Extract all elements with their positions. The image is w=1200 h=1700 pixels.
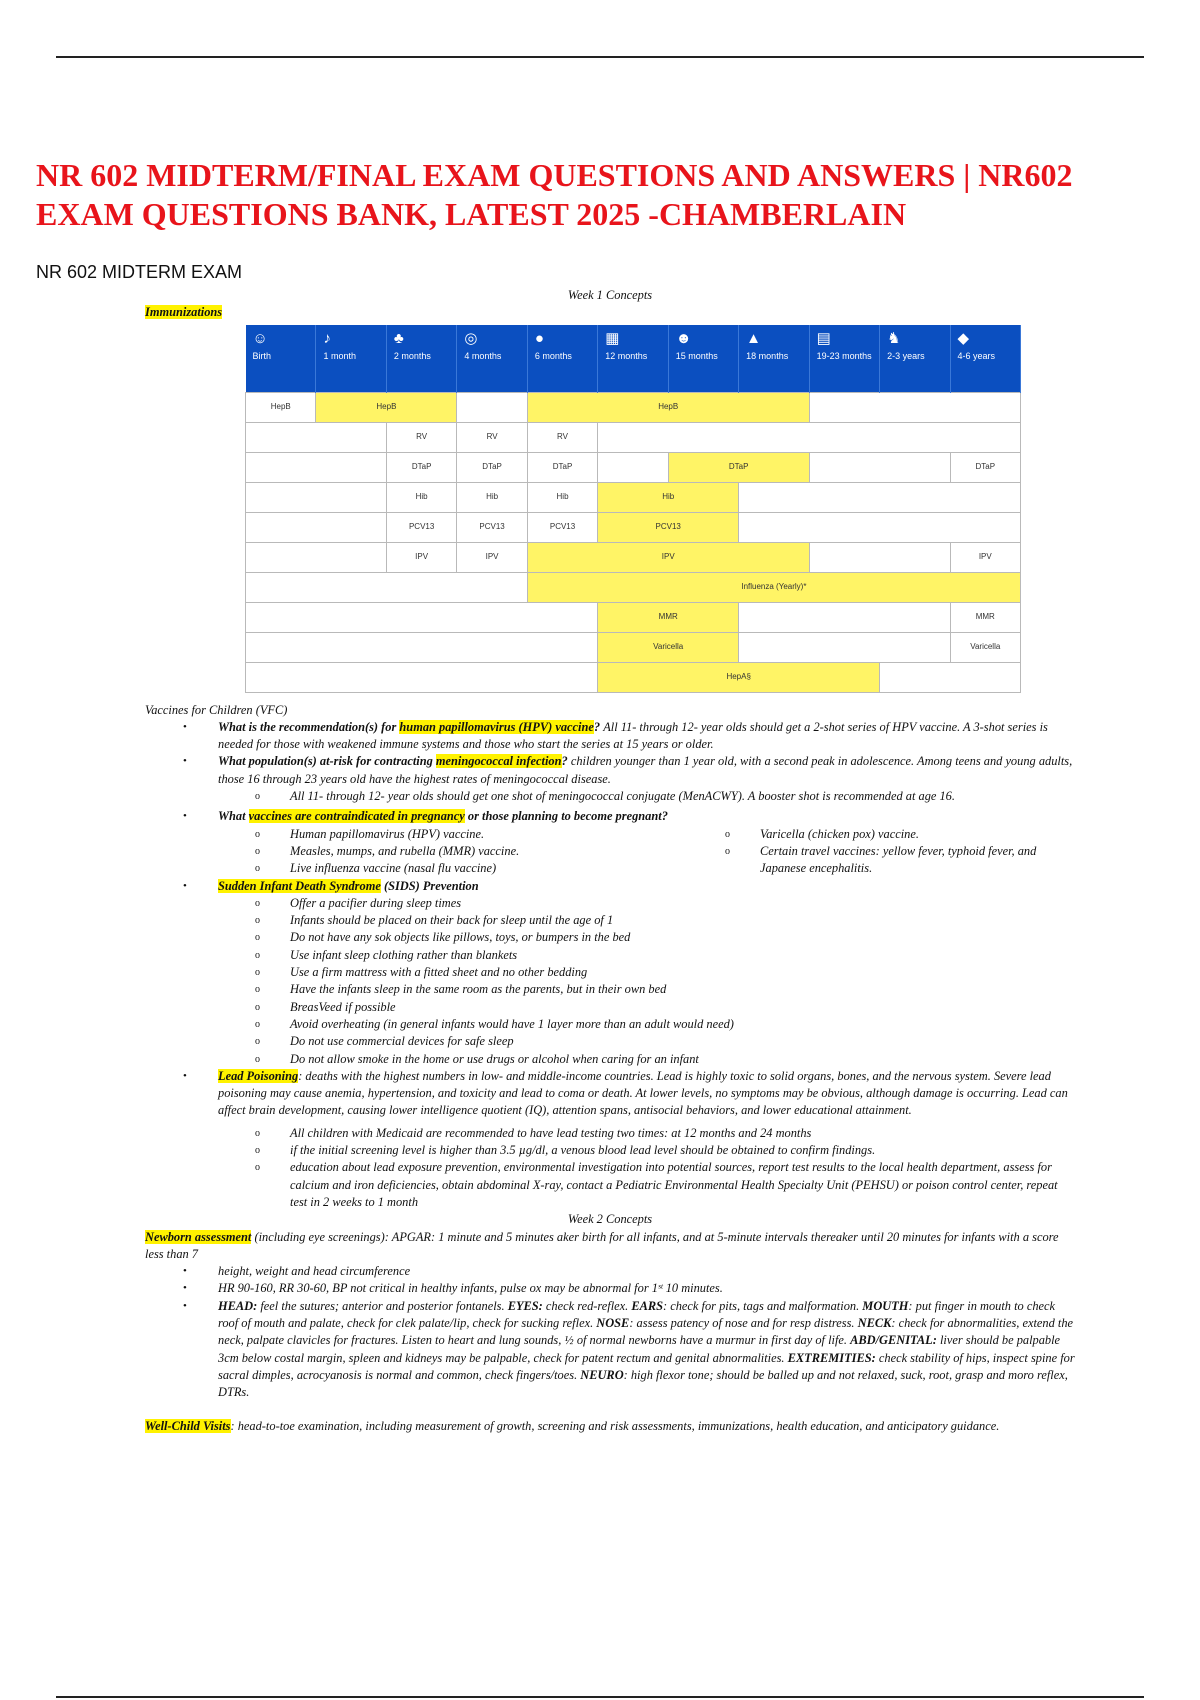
schedule-vaccine-cell: HepB: [316, 392, 457, 422]
preg-left-item: o Human papillomavirus (HPV) vaccine.: [145, 826, 725, 843]
exam-value: : check for pits, tags and malformation.: [663, 1298, 863, 1313]
schedule-header-5: [527, 325, 597, 393]
pregnancy-item: [145, 808, 1075, 877]
well-child-highlight: Well-Child Visits: [145, 1419, 231, 1434]
preg-left-item: o Measles, mumps, and rubella (MMR) vaccine.: [145, 843, 725, 860]
schedule-empty-cell: [739, 602, 950, 632]
schedule-vaccine-cell: HepB: [246, 392, 316, 422]
schedule-empty-cell: [809, 542, 950, 572]
face-icon: ☻: [675, 329, 692, 347]
baby-icon: ☺: [252, 329, 268, 347]
schedule-empty-cell: [739, 482, 1021, 512]
schedule-vaccine-cell: IPV: [457, 542, 527, 572]
schedule-vaccine-cell: HepB: [527, 392, 809, 422]
schedule-empty-cell: [246, 632, 598, 662]
exam-value: : high flexor tone; should be balled up and not relaxed, suck, root, grasp and moro reflex, DTRs.: [218, 1367, 1068, 1400]
schedule-row: [246, 512, 1021, 542]
schedule-vaccine-cell: PCV13: [527, 512, 597, 542]
schedule-age-label: 18 months: [746, 350, 789, 361]
schedule-age-label: 4-6 years: [957, 350, 996, 361]
lead-list-item: o education about lead exposure prevention, environmental investigation into potential sources, report test results to the local health department, assess for calcium and iron deficiencies, obtain abdominal X-ray, contact a Pediatric Environmental Health Specialty Unit (PEHSU) or poison control center, repeat test in 2 weeks to 1 month: [145, 1159, 1075, 1211]
preg-right-list: [725, 826, 1045, 878]
schedule-header-6: [598, 325, 668, 393]
sids-list-item: o BreasVeed if possible: [145, 999, 1075, 1016]
lead-list-item: o All children with Medicaid are recommended to have lead testing two times: at 12 months and 24 months: [145, 1125, 1075, 1142]
schedule-age-label: 1 month: [323, 350, 356, 361]
sids-list-item: o Use infant sleep clothing rather than blankets: [145, 947, 1075, 964]
exam-value: : put finger in mouth to check roof of mouth and palate, check for clek palate/lip, check for sucking reflex.: [218, 1298, 1056, 1330]
exam-key: EARS: [631, 1298, 664, 1313]
mening-answer: children younger than 1 year old, with a second peak in adolescence. Among teens and young adults, those 16 through 23 years old have the highest rates of meningococcal disease.: [218, 754, 1073, 786]
exam-value: liver should be palpable 3cm below costal margin, spleen and kidneys may be palpable, check for patent rectum and genital abnormalities.: [218, 1333, 1061, 1365]
week1-heading: Week 1 Concepts: [567, 288, 653, 302]
exam-key: NECK: [857, 1315, 892, 1330]
schedule-empty-cell: [246, 662, 598, 692]
schedule-vaccine-cell: DTaP: [386, 452, 456, 482]
preg-highlight: vaccines are contraindicated in pregnancy: [248, 809, 465, 824]
hpv-question-a: What is the recommendation(s) for: [218, 719, 400, 734]
exam-value: check red-reflex.: [542, 1298, 632, 1313]
lead-item: [145, 1068, 1075, 1211]
schedule-vaccine-cell: PCV13: [457, 512, 527, 542]
exam-key: MOUTH: [862, 1298, 909, 1313]
schedule-row: [246, 392, 1021, 422]
newborn-paragraph: [145, 1229, 1075, 1264]
schedule-age-label: 2 months: [393, 350, 431, 361]
schedule-vaccine-cell: DTaP: [668, 452, 809, 482]
duck-icon: ♣: [393, 329, 404, 347]
schedule-vaccine-cell: MMR: [950, 602, 1020, 632]
kite-icon: ◆: [957, 329, 970, 347]
schedule-vaccine-cell: IPV: [527, 542, 809, 572]
exam-key: EYES:: [507, 1298, 543, 1313]
preg-left-list: [218, 826, 725, 878]
lead-text: : deaths with the highest numbers in low- and middle-income countries. Lead is highly toxic to solid organs, bones, and the nervous system. Severe lead poisoning may cause anemia, hypertension, and toxicity and lead to coma or death. At lower levels, no symptoms may be obvious, although damage is occurring. Lead can affect brain development, causing lower intelligence quotient (IQ), attention spans, antisocial behaviors, and lower educational attainment.: [218, 1068, 1068, 1118]
preg-question-a: What: [218, 809, 249, 824]
vfc-list: [145, 719, 1075, 1211]
vfc-heading: Vaccines for Children (VFC): [145, 702, 288, 717]
exam-key: HEAD:: [218, 1298, 258, 1313]
schedule-empty-cell: [246, 482, 387, 512]
exam-value: check stability of hips, inspect spine for sacral dimples, acrocyanosis is normal and common, check fingers/toes.: [218, 1350, 1075, 1382]
schedule-vaccine-cell: Influenza (Yearly)*: [527, 572, 1020, 602]
schedule-empty-cell: [880, 662, 1021, 692]
exam-key: ABD/GENITAL:: [850, 1333, 937, 1348]
schedule-empty-cell: [246, 512, 387, 542]
schedule-row: [246, 452, 1021, 482]
hpv-question-b: ?: [593, 719, 604, 734]
bottom-rule: [56, 1696, 1144, 1698]
document-body: [145, 287, 1075, 1436]
schedule-age-label: 2-3 years: [887, 350, 925, 361]
schedule-body: [246, 392, 1021, 692]
blocks-icon: ▦: [605, 329, 620, 347]
preg-right-item: o Varicella (chicken pox) vaccine.: [725, 826, 1045, 843]
schedule-empty-cell: [739, 632, 950, 662]
schedule-header-10: [880, 325, 950, 393]
schedule-age-label: 6 months: [534, 350, 572, 361]
schedule-vaccine-cell: PCV13: [386, 512, 456, 542]
schedule-row: [246, 602, 1021, 632]
sids-heading-rest: (SIDS) Prevention: [380, 878, 479, 893]
schedule-empty-cell: [598, 422, 1021, 452]
schedule-empty-cell: [598, 452, 668, 482]
exam-key: EXTREMITIES:: [787, 1350, 876, 1365]
schedule-vaccine-cell: PCV13: [598, 512, 739, 542]
schedule-age-label: 19-23 months: [816, 350, 872, 361]
immunization-schedule-table: [245, 325, 1021, 693]
bike-icon: ♞: [887, 329, 901, 347]
top-rule: [56, 56, 1144, 58]
lead-list: [218, 1125, 1075, 1211]
schedule-vaccine-cell: IPV: [386, 542, 456, 572]
sids-list-item: o Do not have any sok objects like pillows, toys, or bumpers in the bed: [145, 929, 1075, 946]
schedule-age-label: 4 months: [464, 350, 502, 361]
schedule-vaccine-cell: DTaP: [457, 452, 527, 482]
schedule-empty-cell: [457, 392, 527, 422]
immunizations-label: Immunizations: [145, 305, 223, 320]
schedule-row: [246, 482, 1021, 512]
meningococcal-item: [145, 753, 1075, 805]
schedule-empty-cell: [809, 392, 1020, 422]
mening-highlight: meningococcal infection: [435, 754, 562, 769]
sids-list-item: o Use a firm mattress with a fitted sheet and no other bedding: [145, 964, 1075, 981]
ball-icon: ●: [534, 329, 544, 347]
schedule-vaccine-cell: HepA§: [598, 662, 880, 692]
toy-icon: ◎: [464, 329, 478, 347]
sids-list-item: o Infants should be placed on their back for sleep until the age of 1: [145, 912, 1075, 929]
sids-list-item: o Have the infants sleep in the same room as the parents, but in their own bed: [145, 981, 1075, 998]
schedule-header-7: [668, 325, 738, 393]
week2-heading: Week 2 Concepts: [567, 1212, 653, 1227]
schedule-row: [246, 632, 1021, 662]
schedule-empty-cell: [246, 452, 387, 482]
schedule-vaccine-cell: Hib: [598, 482, 739, 512]
schedule-row: [246, 572, 1021, 602]
newborn-measurements: • height, weight and head circumference: [145, 1263, 1075, 1280]
schedule-header-8: [739, 325, 809, 393]
schedule-row: [246, 662, 1021, 692]
preg-question-b: or those planning to become pregnant?: [464, 809, 668, 824]
sids-list: [218, 895, 1075, 1068]
mening-question-a: What population(s) at-risk for contracting: [218, 754, 436, 769]
schedule-age-label: 12 months: [605, 350, 648, 361]
cake-icon: ▲: [746, 329, 762, 347]
lead-list-item: o if the initial screening level is higher than 3.5 µg/dl, a venous blood lead level should be obtained to confirm findings.: [145, 1142, 1075, 1159]
exam-value: : check for abnormalities, extend the neck, palpate clavicles for fractures. Listen to heart and lung sounds, ½ of normal newborns have a murmur in first day of life.: [218, 1315, 1074, 1348]
well-child-text: : head-to-toe examination, including measurement of growth, screening and risk assessments, immunizations, health education, and anticipatory guidance.: [230, 1419, 1000, 1434]
newborn-text: (including eye screenings): APGAR: 1 minute and 5 minutes aker birth for all infants, and at 5-minute intervals thereaker until 20 minutes for infants with a score less than 7: [145, 1229, 1059, 1261]
newborn-exam: [145, 1298, 1075, 1402]
schedule-row: [246, 542, 1021, 572]
schedule-vaccine-cell: Hib: [457, 482, 527, 512]
hpv-highlight: human papillomavirus (HPV) vaccine: [399, 719, 594, 734]
schedule-header-row: [246, 325, 1021, 393]
mening-sublist: [218, 788, 1075, 805]
sids-highlight: Sudden Infant Death Syndrome: [218, 878, 381, 893]
schedule-vaccine-cell: RV: [527, 422, 597, 452]
schedule-vaccine-cell: Varicella: [598, 632, 739, 662]
schedule-header-3: [386, 325, 456, 393]
schedule-empty-cell: [739, 512, 1021, 542]
rattle-icon: ♪: [323, 329, 331, 347]
schedule-row: [246, 422, 1021, 452]
schedule-age-label: 15 months: [675, 350, 718, 361]
well-child-paragraph: [145, 1418, 1075, 1435]
schedule-empty-cell: [809, 452, 950, 482]
exam-value: : assess patency of nose and for resp distress.: [629, 1315, 858, 1330]
document-title: NR 602 MIDTERM/FINAL EXAM QUESTIONS AND ANSWERS | NR602 EXAM QUESTIONS BANK, LATEST 2025 -CHAMBERLAIN: [36, 157, 1073, 232]
document-subtitle: NR 602 MIDTERM EXAM: [36, 262, 243, 282]
schedule-header-11: [950, 325, 1020, 393]
newborn-list: [145, 1263, 1075, 1401]
schedule-empty-cell: [246, 542, 387, 572]
sids-list-item: o Avoid overheating (in general infants would have 1 layer more than an adult would need): [145, 1016, 1075, 1033]
schedule-vaccine-cell: DTaP: [950, 452, 1020, 482]
newborn-highlight: Newborn assessment: [145, 1229, 252, 1244]
mening-subitem: o All 11- through 12- year olds should get one shot of meningococcal conjugate (MenACWY). A booster shot is recommended at age 16.: [145, 788, 1075, 805]
schedule-header-4: [457, 325, 527, 393]
schedule-vaccine-cell: Hib: [386, 482, 456, 512]
schedule-vaccine-cell: Hib: [527, 482, 597, 512]
exam-key: NOSE: [596, 1315, 630, 1330]
schedule-header-9: [809, 325, 879, 393]
schedule-vaccine-cell: DTaP: [527, 452, 597, 482]
schedule-vaccine-cell: RV: [457, 422, 527, 452]
hpv-answer: All 11- through 12- year olds should get a 2-shot series of HPV vaccine. A 3-shot series is needed for those with weakened immune systems and those who start the series at 15 years or older.: [218, 719, 1048, 752]
sids-list-item: o Do not use commercial devices for safe sleep: [145, 1033, 1075, 1050]
schedule-empty-cell: [246, 602, 598, 632]
schedule-vaccine-cell: MMR: [598, 602, 739, 632]
schedule-vaccine-cell: IPV: [950, 542, 1020, 572]
newborn-vitals: • HR 90-160, RR 30-60, BP not critical in healthy infants, pulse ox may be abnormal for 1ˢᵗ 10 minutes.: [145, 1280, 1075, 1297]
schedule-empty-cell: [246, 422, 387, 452]
mening-question-b: ?: [561, 754, 571, 769]
schedule-vaccine-cell: Varicella: [950, 632, 1020, 662]
schedule-header-1: [246, 325, 316, 393]
schedule-vaccine-cell: RV: [386, 422, 456, 452]
schedule-age-label: Birth: [252, 350, 272, 361]
schedule-header-2: [316, 325, 386, 393]
sids-list-item: o Do not allow smoke in the home or use drugs or alcohol when caring for an infant: [145, 1051, 1075, 1068]
preg-left-item: o Live influenza vaccine (nasal flu vaccine): [145, 860, 725, 877]
preg-right-item: o Certain travel vaccines: yellow fever, typhoid fever, and Japanese encephalitis.: [725, 843, 1045, 878]
schedule-empty-cell: [246, 572, 528, 602]
abc-icon: ▤: [816, 329, 831, 347]
exam-value: feel the sutures; anterior and posterior fontanels.: [257, 1298, 508, 1313]
sids-item: [145, 878, 1075, 1068]
exam-key: NEURO: [580, 1367, 624, 1382]
sids-list-item: o Offer a pacifier during sleep times: [145, 895, 1075, 912]
hpv-item: [145, 719, 1075, 754]
preg-columns: [218, 826, 1075, 878]
lead-highlight: Lead Poisoning: [218, 1068, 299, 1083]
